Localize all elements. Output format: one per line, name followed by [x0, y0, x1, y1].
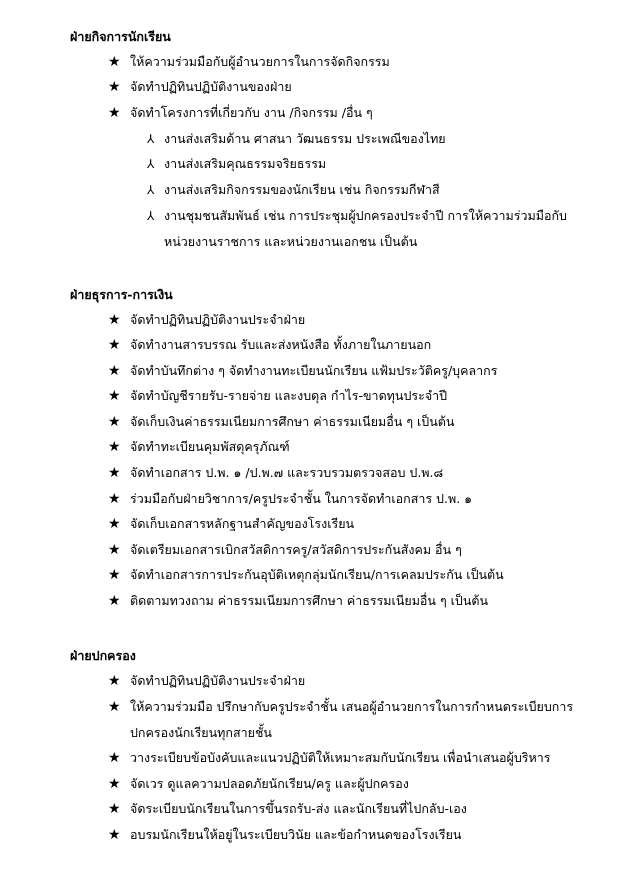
- black-star-icon: ★: [108, 312, 121, 328]
- sub-list-item-continuation: หน่วยงานราชการ และหน่วยงานเอกชน เป็นต้น: [164, 234, 418, 249]
- list-item-text: จัดทำปฏิทินปฏิบัติงานประจำฝ่าย: [130, 673, 306, 688]
- list-item-text: จัดทำงานสารบรรณ รับและส่งหนังสือ ทั้งภายในภายนอก: [130, 337, 432, 352]
- sub-list-item-text: งานชุมชนสัมพันธ์ เช่น การประชุมผู้ปกครองประจำปี การให้ความร่วมมือกับ: [164, 208, 567, 223]
- sub-list-item-text: งานส่งเสริมคุณธรรมจริยธรรม: [164, 156, 327, 171]
- black-star-icon: ★: [108, 439, 121, 455]
- list-item-text: ให้ความร่วมมือกับผู้อำนวยการในการจัดกิจกรรม: [130, 54, 390, 69]
- black-star-icon: ★: [108, 388, 121, 404]
- list-item-text: ติดตามทวงถาม ค่าธรรมเนียมการศึกษา ค่าธรรมเนียมอื่น ๆ เป็นต้น: [130, 593, 489, 608]
- black-star-icon: ★: [108, 776, 121, 792]
- list-item-text: จัดเก็บเอกสารหลักฐานสำคัญของโรงเรียน: [130, 516, 355, 531]
- black-star-icon: ★: [108, 593, 121, 609]
- black-star-icon: ★: [108, 465, 121, 481]
- section-heading-student-affairs: ฝ่ายกิจการนักเรียน: [70, 29, 171, 44]
- list-item-text: จัดเก็บเงินค่าธรรมเนียมการศึกษา ค่าธรรมเนียมอื่น ๆ เป็นต้น: [130, 414, 455, 429]
- black-star-icon: ★: [108, 54, 121, 70]
- list-item-continuation: ปกครองนักเรียนทุกสายชั้น: [130, 725, 272, 740]
- black-star-icon: ★: [108, 750, 121, 766]
- turned-y-icon: ⅄: [147, 157, 155, 171]
- sub-list-item-text: งานส่งเสริมด้าน ศาสนา วัฒนธรรม ประเพณีของไทย: [164, 131, 446, 146]
- black-star-icon: ★: [108, 567, 121, 583]
- list-item-text: จัดเวร ดูแลความปลอดภัยนักเรียน/ครู และผู้ปกครอง: [130, 776, 409, 791]
- black-star-icon: ★: [108, 542, 121, 558]
- black-star-icon: ★: [108, 363, 121, 379]
- black-star-icon: ★: [108, 516, 121, 532]
- black-star-icon: ★: [108, 491, 121, 507]
- turned-y-icon: ⅄: [147, 183, 155, 197]
- section-heading-admin-finance: ฝ่ายธุรการ-การเงิน: [70, 287, 173, 302]
- black-star-icon: ★: [108, 414, 121, 430]
- list-item-text: จัดทำทะเบียนคุมพัสดุครุภัณฑ์: [130, 439, 290, 454]
- list-item-text: จัดทำบันทึกต่าง ๆ จัดทำงานทะเบียนนักเรียน แฟ้มประวัติครู/บุคลากร: [130, 363, 498, 378]
- black-star-icon: ★: [108, 79, 121, 95]
- black-star-icon: ★: [108, 699, 121, 715]
- black-star-icon: ★: [108, 673, 121, 689]
- turned-y-icon: ⅄: [147, 209, 155, 223]
- list-item-text: จัดทำปฏิทินปฏิบัติงานประจำฝ่าย: [130, 312, 306, 327]
- list-item-text: ให้ความร่วมมือ ปรึกษากับครูประจำชั้น เสนอผู้อำนวยการในการกำหนดระเบียบการ: [130, 699, 574, 714]
- black-star-icon: ★: [108, 105, 121, 121]
- list-item-text: จัดทำปฏิทินปฏิบัติงานของฝ่าย: [130, 79, 292, 94]
- list-item-text: จัดระเบียบนักเรียนในการขึ้นรถรับ-ส่ง และนักเรียนที่ไปกลับ-เอง: [130, 801, 467, 816]
- sub-list-item-text: งานส่งเสริมกิจกรรมของนักเรียน เช่น กิจกรรมกีฬาสี: [164, 182, 440, 197]
- turned-y-icon: ⅄: [147, 132, 155, 146]
- list-item-text: อบรมนักเรียนให้อยู่ในระเบียบวินัย และข้อกำหนดของโรงเรียน: [130, 827, 462, 842]
- black-star-icon: ★: [108, 801, 121, 817]
- list-item-text: วางระเบียบข้อบังคับและแนวปฏิบัติให้เหมาะสมกับนักเรียน เพื่อนำเสนอผู้บริหาร: [130, 750, 551, 765]
- black-star-icon: ★: [108, 827, 121, 843]
- list-item-text: จัดทำบัญชีรายรับ-รายจ่าย และงบดุล กำไร-ขาดทุนประจำปี: [130, 388, 448, 403]
- list-item-text: ร่วมมือกับฝ่ายวิชาการ/ครูประจำชั้น ในการจัดทำเอกสาร ป.พ. ๑: [130, 491, 473, 506]
- list-item-text: จัดทำเอกสาร ป.พ. ๑ /ป.พ.๗ และรวบรวมตรวจสอบ ป.พ.๘: [130, 465, 444, 480]
- black-star-icon: ★: [108, 337, 121, 353]
- list-item-text: จัดเตรียมเอกสารเบิกสวัสดิการครู/สวัสดิการประกันสังคม อื่น ๆ: [130, 542, 462, 557]
- section-heading-discipline: ฝ่ายปกครอง: [70, 648, 136, 663]
- list-item-text: จัดทำเอกสารการประกันอุบัติเหตุกลุ่มนักเรียน/การเคลมประกัน เป็นต้น: [130, 567, 504, 582]
- list-item-text: จัดทำโครงการที่เกี่ยวกับ งาน /กิจกรรม /อื่น ๆ: [130, 105, 373, 120]
